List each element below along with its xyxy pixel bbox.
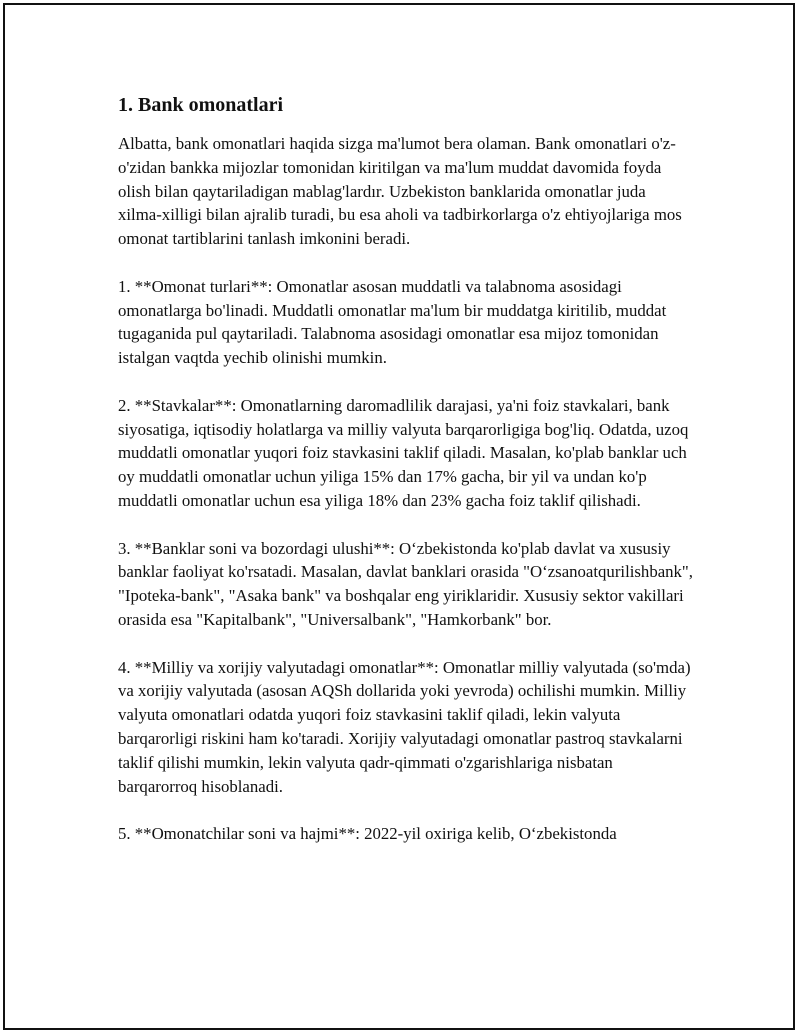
paragraph-banks-market-share: 3. **Banklar soni va bozordagi ulushi**: O‘zbekistonda ko'plab davlat va xususiy banklar faoliyat ko'rsatadi. Masalan, davlat banklari orasida "O‘zsanoatqurilishbank", "Ipoteka-bank", "Asaka bank" va boshqalar eng yiriklaridir. Xususiy sektor vakillari orasida esa "Kapitalbank", "Universalbank", "Hamkorbank" bor. xyxy=(118,538,693,629)
paragraph-currency-deposits: 4. **Milliy va xorijiy valyutadagi omonatlar**: Omonatlar milliy valyutada (so'mda) va xorijiy valyutada (asosan AQSh dollarida yoki yevroda) ochilishi mumkin. Milliy valyuta omonatlari odatda yuqori foiz stavkasini taklif qiladi, lekin valyuta barqarorligi riskini ham ko'taradi. Xorijiy valyutadagi omonatlar pastroq stavkalarni taklif qilishi mumkin, lekin valyuta qadr-qimmati o'zgarishlariga nisbatan barqarorroq hisoblanadi. xyxy=(118,657,691,796)
document-body xyxy=(118,92,693,870)
paragraph-deposit-types: 1. **Omonat turlari**: Omonatlar asosan muddatli va talabnoma asosidagi omonatlarga bo'linadi. Muddatli omonatlar ma'lum bir muddatga kiritilib, muddat tugaganida pul qaytariladi. Talabnoma asosidagi omonatlar esa mijoz tomonidan istalgan vaqtda yechib olinishi mumkin. xyxy=(118,276,667,368)
paragraph-rates: 2. **Stavkalar**: Omonatlarning daromadlilik darajasi, ya'ni foiz stavkalari, bank siyosatiga, iqtisodiy holatlarga va milliy valyuta barqarorligiga bog'liq. Odatda, uzoq muddatli omonatlar yuqori foiz stavkasini taklif qiladi. Masalan, ko'plab banklar uch oy muddatli omonatlar uchun yiliga 15% dan 17% gacha, bir yil va undan ko'p muddatli omonatlar uchun esa yiliga 18% dan 23% gacha foiz taklif qilishadi. xyxy=(118,395,689,510)
section-heading: 1. Bank omonatlari xyxy=(118,94,284,116)
intro-paragraph: Albatta, bank omonatlari haqida sizga ma'lumot bera olaman. Bank omonatlari o'z-o'zidan bankka mijozlar tomonidan kiritilgan va ma'lum muddat davomida foyda olish bilan qaytariladigan mablag'lardır. Uzbekiston banklarida omonatlar juda xilma-xilligi bilan ajralib turadi, bu esa aholi va tadbirkorlarga o'z ehtiyojlariga mos omonat tartiblarini tanlash imkonini beradi. xyxy=(118,134,682,249)
paragraph-depositors: 5. **Omonatchilar soni va hajmi**: 2022-yil oxiriga kelib, O‘zbekistonda xyxy=(118,824,617,844)
